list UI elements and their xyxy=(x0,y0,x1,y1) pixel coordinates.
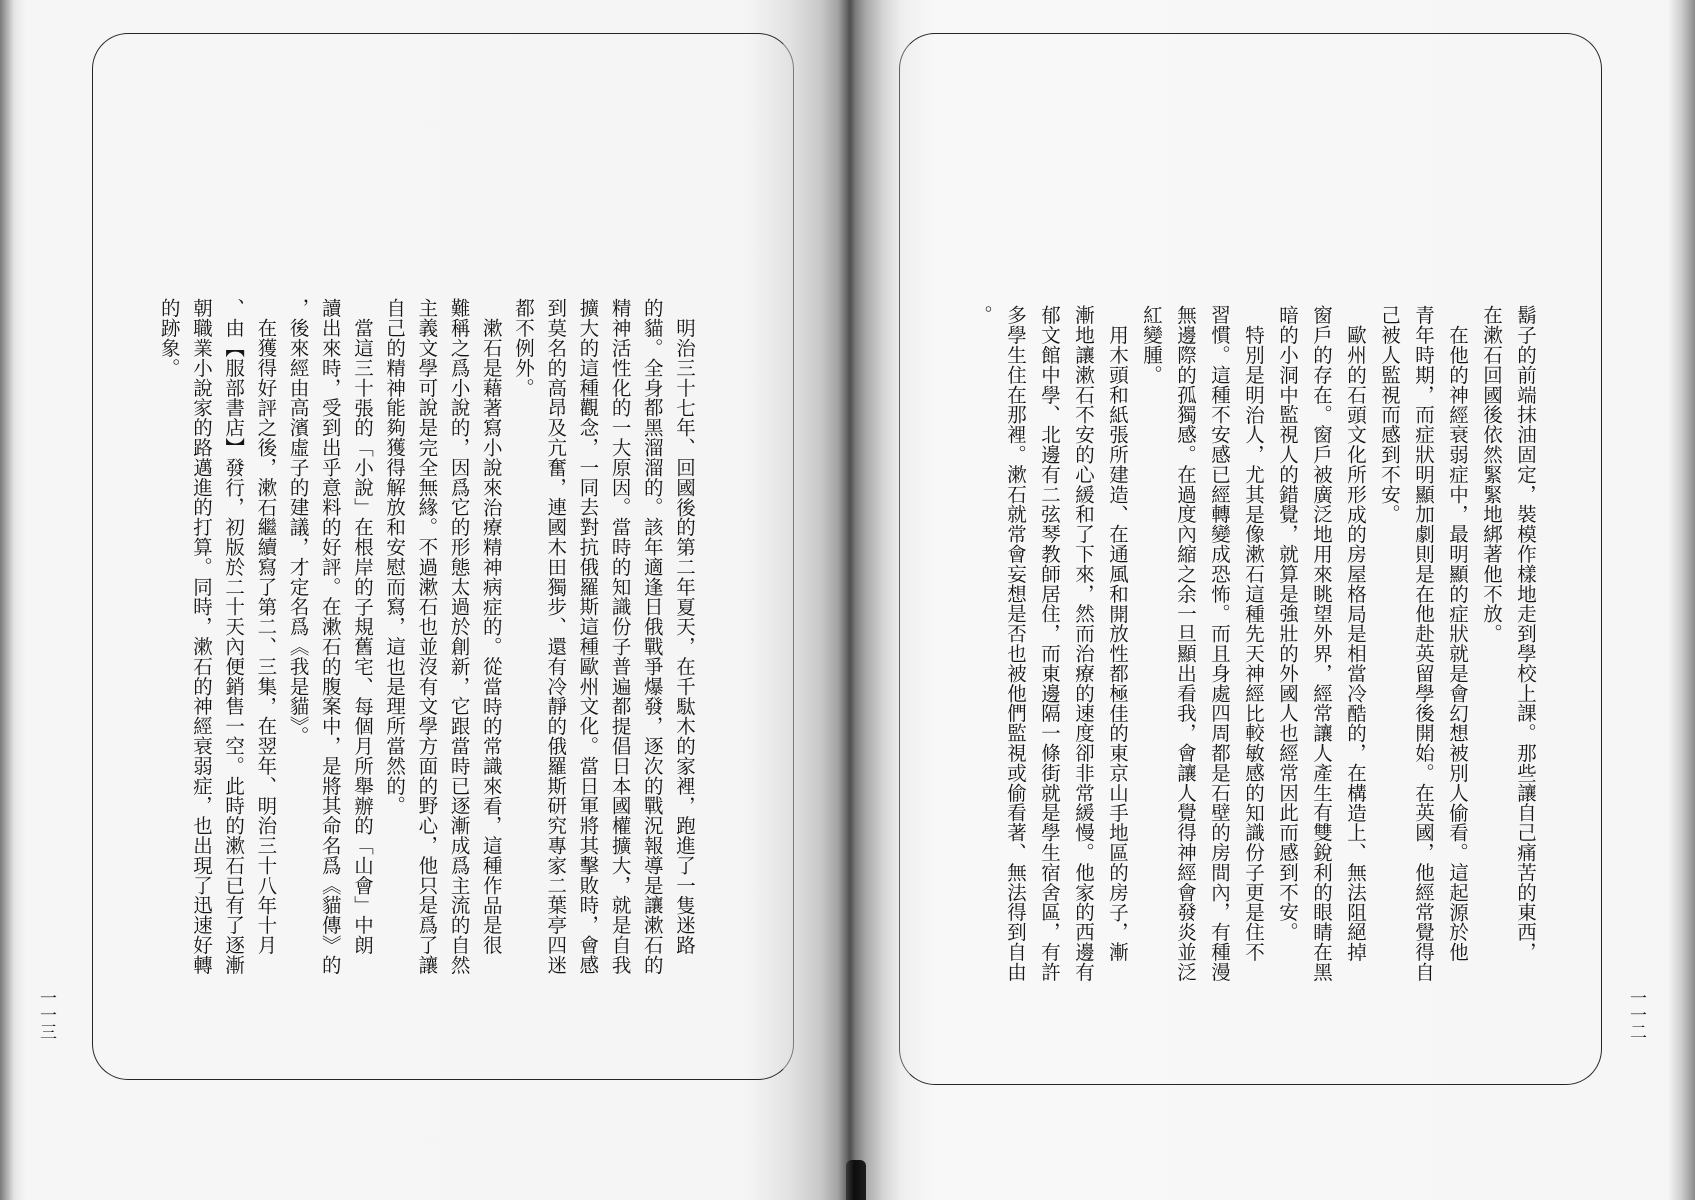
text-column: 都不例外。 xyxy=(511,298,535,398)
text-column: 當這三十張的「小說」在根岸的子規舊宅、每個月所舉辦的「山會」中朗 xyxy=(350,317,374,955)
book-binding-edge xyxy=(846,1160,866,1200)
text-column: 精神活性化的一大原因。當時的知識份子普遍都提倡日本國權擴大，就是自我 xyxy=(608,298,632,975)
text-column: 郁文館中學、北邊有二弦琴教師居住，而東邊隔一條街就是學生宿舍區，有許 xyxy=(1038,305,1061,982)
text-column: 讀出來時，受到出乎意料的好評。在漱石的腹案中，是將其命名爲《貓傳》的 xyxy=(318,298,342,975)
left-page-number: 一一三 xyxy=(36,989,56,1040)
paragraph xyxy=(1372,305,1474,995)
text-column: 自己的精神能夠獲得解放和安慰而寫，這也是理所當然的。 xyxy=(383,298,407,816)
text-column: 在獲得好評之後，漱石繼續寫了第二、三集，在翌年、明治三十八年十月 xyxy=(254,317,278,955)
paragraph xyxy=(1134,305,1270,995)
text-column: 鬍子的前端抹油固定，裝模作樣地走到學校上課。那些讓自己痛苦的東西， xyxy=(1514,305,1537,962)
paragraph xyxy=(153,298,282,988)
text-column: 主義文學可說是完全無緣。不過漱石也並沒有文學方面的野心，他只是爲了讓 xyxy=(415,298,439,975)
text-column: 紅變腫。 xyxy=(1140,305,1163,385)
paragraph xyxy=(507,298,700,988)
text-column: 歐州的石頭文化所形成的房屋格局是相當冷酷的，在構造上、無法阻絕掉 xyxy=(1344,324,1367,962)
text-column: 在漱石回國後依然緊緊地綁著他不放。 xyxy=(1480,305,1503,644)
text-column: 特別是明治人，尤其是像漱石這種先天神經比較敏感的知識份子更是住不 xyxy=(1242,324,1265,962)
text-column: 暗的小洞中監視人的錯覺，就算是強壯的外國人也經常因此而感到不安。 xyxy=(1276,305,1299,942)
text-column: 的跡象。 xyxy=(157,298,181,378)
text-column: 明治三十七年、回國後的第二年夏天，在千駄木的家裡，跑進了一隻迷路 xyxy=(673,317,696,955)
right-page-number: 一一二 xyxy=(1626,989,1646,1040)
text-column: 。 xyxy=(970,305,993,325)
text-column: 的貓。全身都黑溜溜的。該年適逢日俄戰爭爆發，逐次的戰況報導是讓漱石的 xyxy=(640,298,664,975)
paragraph xyxy=(1474,305,1542,995)
left-page-body-text xyxy=(152,298,700,988)
text-column: 到莫名的高昂及亢奮，連國木田獨步、還有冷靜的俄羅斯研究專家二葉亭四迷 xyxy=(544,298,568,975)
text-column: 窗戶的存在。窗戶被廣泛地用來眺望外界，經常讓人產生有雙銳利的眼睛在黑 xyxy=(1310,305,1333,982)
paragraph xyxy=(281,298,378,988)
text-column: 、由【服部書店】發行，初版於二十天內便銷售一空。此時的漱石已有了逐漸 xyxy=(222,298,246,975)
text-column: ，後來經由高濱虛子的建議，才定名爲《我是貓》。 xyxy=(286,298,310,746)
text-column: 朝職業小說家的路邁進的打算。同時，漱石的神經衰弱症，也出現了迅速好轉 xyxy=(189,298,213,975)
text-column: 己被人監視而感到不安。 xyxy=(1378,305,1401,524)
paragraph xyxy=(964,305,1134,995)
text-column: 漸地讓漱石不安的心緩和了下來，然而治療的速度卻非常緩慢。他家的西邊有 xyxy=(1072,305,1095,982)
text-column: 擴大的這種觀念，一同去對抗俄羅斯這種歐州文化。當日軍將其擊敗時，會感 xyxy=(576,298,600,975)
paragraph xyxy=(1270,305,1372,995)
text-column: 難稱之爲小說的，因爲它的形態太過於創新，它跟當時已逐漸成爲主流的自然 xyxy=(447,298,471,975)
text-column: 多學生住在那裡。漱石就常會妄想是否也被他們監視或偷看著、無法得到自由 xyxy=(1004,305,1027,982)
text-column: 用木頭和紙張所建造、在通風和開放性都極佳的東京山手地區的房子，漸 xyxy=(1106,324,1129,962)
text-column: 漱石是藉著寫小說來治療精神病症的。從當時的常識來看，這種作品是很 xyxy=(479,317,503,955)
text-column: 習慣。這種不安感已經轉變成恐怖。而且身處四周都是石壁的房間內，有種漫 xyxy=(1208,305,1231,982)
text-column: 無邊際的孤獨感。在過度內縮之余一旦顯出看我，會讓人覺得神經會發炎並泛 xyxy=(1174,305,1197,982)
text-column: 青年時期，而症狀明顯加劇則是在他赴英留學後開始。在英國，他經常覺得自 xyxy=(1412,305,1435,982)
text-column: 在他的神經衰弱症中，最明顯的症狀就是會幻想被別人偷看。這起源於他 xyxy=(1446,324,1469,962)
right-page-body-text xyxy=(964,305,1542,995)
paragraph xyxy=(378,298,507,988)
